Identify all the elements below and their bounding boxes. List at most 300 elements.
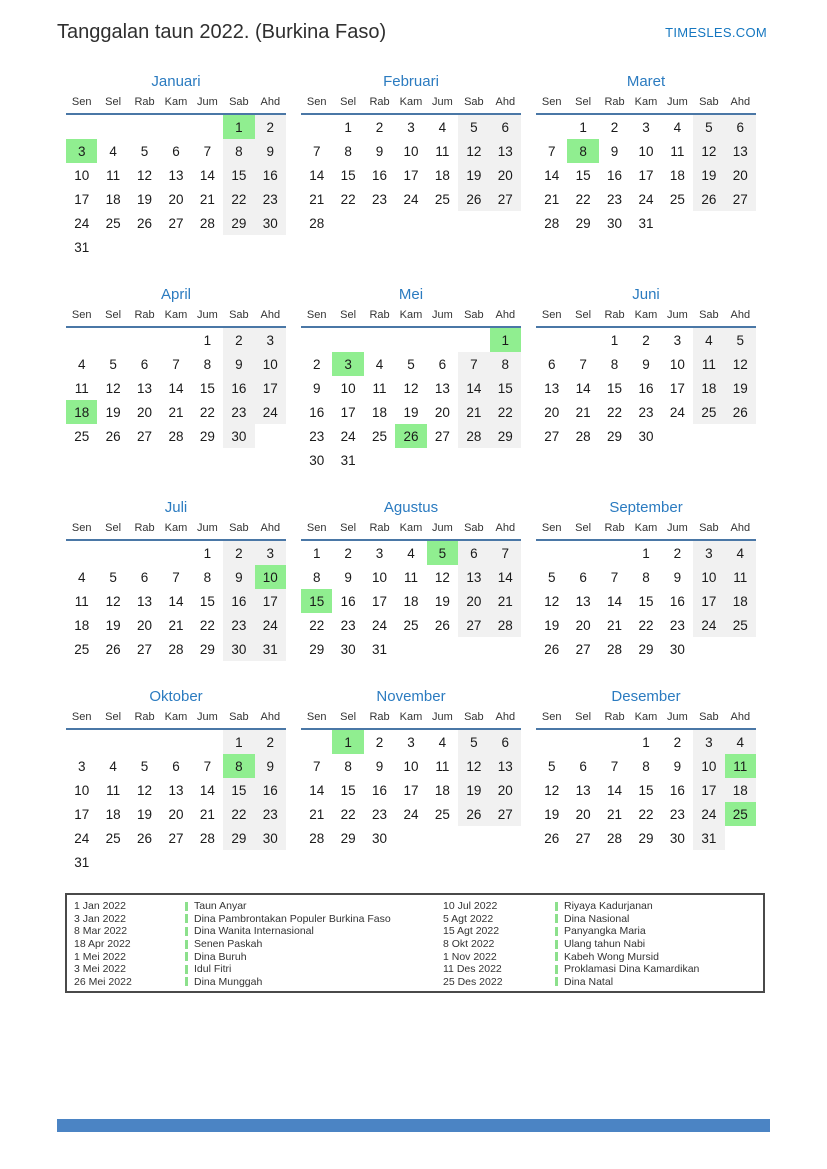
date-cell: 5 bbox=[109, 569, 117, 585]
date-cell: 18 bbox=[669, 167, 685, 183]
holiday-name-label: Kabeh Wong Mursid bbox=[564, 950, 659, 963]
date-cell: 18 bbox=[403, 593, 419, 609]
date-cell: 2 bbox=[255, 730, 286, 754]
empty-cell bbox=[567, 730, 598, 754]
date-cell: 27 bbox=[490, 187, 521, 211]
dow-header-row bbox=[301, 309, 521, 328]
dow-header-rab: Rab bbox=[604, 96, 625, 108]
holiday-date-cell: 5 bbox=[427, 541, 458, 565]
date-cell: 14 bbox=[607, 593, 623, 609]
date-cell: 4 bbox=[109, 758, 117, 774]
holiday-date-cell: 25 bbox=[725, 802, 756, 826]
date-cell: 30 bbox=[309, 452, 325, 468]
date-cell: 1 bbox=[610, 332, 619, 348]
date-cell: 10 bbox=[255, 352, 286, 376]
date-cell: 11 bbox=[435, 143, 450, 159]
date-cell: 23 bbox=[607, 191, 623, 207]
footer-bar bbox=[57, 1119, 770, 1132]
date-cell: 29 bbox=[199, 641, 215, 657]
holiday-name-label: Dina Nasional bbox=[564, 912, 630, 925]
empty-cell bbox=[599, 541, 630, 565]
dow-header-kam: Kam bbox=[399, 309, 423, 321]
date-cell: 16 bbox=[255, 163, 286, 187]
month-title: Februari bbox=[383, 73, 439, 90]
date-cell: 21 bbox=[309, 191, 325, 207]
date-cell: 22 bbox=[340, 191, 356, 207]
empty-cell bbox=[192, 115, 223, 139]
date-cell: 5 bbox=[140, 143, 149, 159]
empty-cell bbox=[97, 730, 128, 754]
dow-header-rab: Rab bbox=[369, 711, 390, 723]
empty-cell bbox=[129, 541, 160, 565]
holiday-date-cell: 1 bbox=[223, 115, 254, 139]
date-cell: 5 bbox=[693, 115, 724, 139]
date-cell: 27 bbox=[434, 428, 450, 444]
date-cell: 9 bbox=[255, 754, 286, 778]
holiday-date: 25 Des 2022 bbox=[443, 975, 503, 988]
dow-header-sen: Sen bbox=[541, 522, 562, 534]
date-cell: 18 bbox=[693, 376, 724, 400]
date-cell: 11 bbox=[403, 569, 418, 585]
date-cell: 7 bbox=[203, 143, 212, 159]
month-november bbox=[301, 687, 521, 850]
date-cell: 11 bbox=[106, 782, 121, 798]
date-cell: 25 bbox=[434, 806, 450, 822]
date-cell: 12 bbox=[544, 593, 560, 609]
date-cell: 28 bbox=[575, 428, 591, 444]
date-cell: 29 bbox=[575, 215, 591, 231]
weeks-grid bbox=[301, 115, 521, 235]
date-cell: 8 bbox=[344, 758, 352, 774]
date-cell: 27 bbox=[490, 802, 521, 826]
empty-cell bbox=[364, 328, 395, 352]
date-cell: 2 bbox=[642, 332, 650, 348]
date-cell: 2 bbox=[673, 545, 682, 561]
date-cell: 2 bbox=[344, 545, 352, 561]
empty-cell bbox=[66, 541, 97, 565]
dow-header-sen: Sen bbox=[306, 522, 327, 534]
date-cell: 9 bbox=[673, 569, 682, 585]
month-title: Januari bbox=[151, 73, 201, 90]
holiday-name bbox=[185, 963, 443, 975]
dow-header-ahd: Ahd bbox=[495, 711, 516, 723]
date-cell: 24 bbox=[693, 802, 724, 826]
date-cell: 23 bbox=[309, 428, 325, 444]
dow-header-sel: Sel bbox=[340, 96, 357, 108]
date-cell: 25 bbox=[693, 400, 724, 424]
date-cell: 7 bbox=[172, 356, 180, 372]
dow-header-sab: Sab bbox=[699, 309, 719, 321]
date-cell: 22 bbox=[199, 404, 215, 420]
date-cell: 3 bbox=[255, 541, 286, 565]
date-cell: 20 bbox=[458, 589, 489, 613]
dow-header-sen: Sen bbox=[541, 309, 562, 321]
weeks-grid bbox=[301, 730, 521, 850]
dow-header-kam: Kam bbox=[399, 522, 423, 534]
holiday-name bbox=[185, 951, 443, 963]
date-cell: 17 bbox=[340, 404, 356, 420]
month-februari bbox=[301, 72, 521, 235]
holiday-date: 1 Mei 2022 bbox=[74, 950, 126, 963]
dow-header-rab: Rab bbox=[369, 522, 390, 534]
date-cell: 27 bbox=[575, 641, 591, 657]
date-cell: 24 bbox=[255, 400, 286, 424]
date-cell: 16 bbox=[669, 782, 685, 798]
date-cell: 28 bbox=[199, 215, 215, 231]
date-cell: 23 bbox=[255, 187, 286, 211]
date-cell: 14 bbox=[490, 565, 521, 589]
date-cell: 21 bbox=[199, 191, 215, 207]
dow-header-ahd: Ahd bbox=[260, 711, 281, 723]
dow-header-sen: Sen bbox=[541, 711, 562, 723]
holiday-date: 1 Nov 2022 bbox=[443, 950, 497, 963]
date-cell: 3 bbox=[693, 730, 724, 754]
date-cell: 16 bbox=[372, 782, 388, 798]
holiday-date: 3 Mei 2022 bbox=[74, 963, 126, 976]
date-cell: 2 bbox=[673, 734, 682, 750]
holiday-marker bbox=[185, 940, 188, 949]
date-cell: 16 bbox=[223, 376, 254, 400]
date-cell: 5 bbox=[547, 569, 556, 585]
dow-header-ahd: Ahd bbox=[730, 711, 751, 723]
holiday-date-cell: 8 bbox=[567, 139, 598, 163]
date-cell: 20 bbox=[575, 806, 591, 822]
date-cell: 29 bbox=[340, 830, 356, 846]
date-cell: 16 bbox=[607, 167, 623, 183]
holiday-date: 1 Jan 2022 bbox=[74, 900, 126, 913]
date-cell: 30 bbox=[255, 826, 286, 850]
date-cell: 15 bbox=[340, 782, 356, 798]
date-cell: 13 bbox=[137, 380, 153, 396]
date-cell: 23 bbox=[340, 617, 356, 633]
date-cell: 20 bbox=[168, 806, 184, 822]
dow-header-kam: Kam bbox=[634, 522, 658, 534]
date-cell: 19 bbox=[544, 617, 560, 633]
date-cell: 7 bbox=[203, 758, 212, 774]
dow-header-ahd: Ahd bbox=[495, 309, 516, 321]
dow-header-jum: Jum bbox=[432, 522, 453, 534]
date-cell: 10 bbox=[74, 782, 90, 798]
date-cell: 12 bbox=[544, 782, 560, 798]
empty-cell bbox=[66, 730, 97, 754]
empty-cell bbox=[66, 115, 97, 139]
weeks-grid bbox=[66, 730, 286, 874]
dow-header-jum: Jum bbox=[667, 96, 688, 108]
dow-header-sel: Sel bbox=[575, 96, 592, 108]
dow-header-sel: Sel bbox=[575, 522, 592, 534]
date-cell: 22 bbox=[638, 806, 654, 822]
months-grid bbox=[66, 72, 756, 874]
month-juli bbox=[66, 498, 286, 661]
date-cell: 14 bbox=[168, 593, 184, 609]
empty-cell bbox=[332, 328, 363, 352]
date-cell: 30 bbox=[607, 215, 623, 231]
dow-header-kam: Kam bbox=[164, 522, 188, 534]
holiday-date: 8 Okt 2022 bbox=[443, 938, 495, 951]
dow-header-jum: Jum bbox=[197, 309, 218, 321]
dow-header-kam: Kam bbox=[634, 96, 658, 108]
holiday-date-cell: 26 bbox=[395, 424, 426, 448]
empty-cell bbox=[427, 328, 458, 352]
date-cell: 5 bbox=[140, 758, 149, 774]
dow-header-row bbox=[301, 96, 521, 115]
dow-header-sel: Sel bbox=[105, 309, 122, 321]
empty-cell bbox=[129, 730, 160, 754]
holiday-date: 11 Des 2022 bbox=[443, 963, 502, 976]
date-cell: 27 bbox=[168, 830, 184, 846]
dow-header-ahd: Ahd bbox=[495, 96, 516, 108]
date-cell: 6 bbox=[172, 758, 180, 774]
date-cell: 13 bbox=[434, 380, 450, 396]
weeks-grid bbox=[66, 328, 286, 448]
date-cell: 18 bbox=[74, 617, 90, 633]
date-cell: 20 bbox=[575, 617, 591, 633]
date-cell: 17 bbox=[74, 806, 90, 822]
month-desember bbox=[536, 687, 756, 850]
date-cell: 10 bbox=[74, 167, 90, 183]
date-cell: 27 bbox=[137, 428, 153, 444]
holiday-name bbox=[555, 913, 763, 925]
date-cell: 9 bbox=[375, 143, 384, 159]
month-title: Oktober bbox=[149, 688, 203, 705]
dow-header-kam: Kam bbox=[399, 96, 423, 108]
dow-header-rab: Rab bbox=[369, 96, 390, 108]
date-cell: 6 bbox=[438, 356, 447, 372]
date-cell: 13 bbox=[490, 754, 521, 778]
date-cell: 31 bbox=[693, 826, 724, 850]
month-juni bbox=[536, 285, 756, 448]
dow-header-row bbox=[536, 711, 756, 730]
date-cell: 13 bbox=[137, 593, 153, 609]
date-cell: 16 bbox=[255, 778, 286, 802]
date-cell: 5 bbox=[109, 356, 117, 372]
holiday-name-label: Senen Paskah bbox=[194, 938, 263, 951]
empty-cell bbox=[301, 328, 332, 352]
date-cell: 20 bbox=[725, 163, 756, 187]
date-cell: 28 bbox=[458, 424, 489, 448]
weeks-grid bbox=[536, 328, 756, 448]
date-cell: 19 bbox=[137, 806, 153, 822]
date-cell: 21 bbox=[575, 404, 591, 420]
date-cell: 27 bbox=[168, 215, 184, 231]
holiday-marker bbox=[555, 965, 558, 974]
date-cell: 21 bbox=[309, 806, 325, 822]
date-cell: 12 bbox=[693, 139, 724, 163]
date-cell: 13 bbox=[544, 380, 560, 396]
dow-header-jum: Jum bbox=[667, 711, 688, 723]
date-cell: 21 bbox=[607, 806, 623, 822]
date-cell: 11 bbox=[74, 593, 89, 609]
date-cell: 25 bbox=[105, 830, 121, 846]
date-cell: 8 bbox=[203, 356, 212, 372]
empty-cell bbox=[536, 115, 567, 139]
date-cell: 10 bbox=[638, 143, 654, 159]
date-cell: 20 bbox=[544, 404, 560, 420]
month-title: Agustus bbox=[383, 499, 439, 516]
date-cell: 16 bbox=[223, 589, 254, 613]
date-cell: 3 bbox=[255, 328, 286, 352]
weeks-grid bbox=[66, 115, 286, 259]
date-cell: 14 bbox=[309, 782, 325, 798]
holiday-name bbox=[555, 976, 763, 988]
holiday-marker bbox=[555, 940, 558, 949]
date-cell: 7 bbox=[172, 569, 180, 585]
date-cell: 6 bbox=[725, 115, 756, 139]
date-cell: 28 bbox=[199, 830, 215, 846]
date-cell: 7 bbox=[610, 569, 619, 585]
month-agustus bbox=[301, 498, 521, 661]
date-cell: 23 bbox=[223, 613, 254, 637]
month-title: April bbox=[160, 286, 191, 303]
date-cell: 9 bbox=[344, 569, 352, 585]
date-cell: 25 bbox=[725, 613, 756, 637]
dow-header-sel: Sel bbox=[105, 711, 122, 723]
dow-header-sab: Sab bbox=[229, 522, 249, 534]
date-cell: 29 bbox=[638, 830, 654, 846]
date-cell: 12 bbox=[105, 593, 121, 609]
date-cell: 26 bbox=[434, 617, 450, 633]
date-cell: 9 bbox=[673, 758, 682, 774]
date-cell: 30 bbox=[372, 830, 388, 846]
date-cell: 19 bbox=[105, 404, 121, 420]
date-cell: 24 bbox=[403, 806, 419, 822]
date-cell: 28 bbox=[309, 830, 325, 846]
empty-cell bbox=[395, 328, 426, 352]
date-cell: 25 bbox=[372, 428, 388, 444]
date-cell: 12 bbox=[725, 352, 756, 376]
dow-header-row bbox=[301, 522, 521, 541]
date-cell: 16 bbox=[638, 380, 654, 396]
date-cell: 2 bbox=[375, 119, 384, 135]
dow-header-row bbox=[66, 96, 286, 115]
empty-cell bbox=[129, 328, 160, 352]
empty-cell bbox=[536, 328, 567, 352]
date-cell: 24 bbox=[403, 191, 419, 207]
weeks-grid bbox=[66, 541, 286, 661]
date-cell: 12 bbox=[105, 380, 121, 396]
date-cell: 1 bbox=[642, 734, 650, 750]
dow-header-jum: Jum bbox=[432, 96, 453, 108]
date-cell: 5 bbox=[458, 730, 489, 754]
date-cell: 21 bbox=[168, 617, 184, 633]
brand-link[interactable]: TIMESLES.COM bbox=[665, 25, 767, 40]
date-cell: 7 bbox=[312, 758, 321, 774]
dow-header-sel: Sel bbox=[575, 711, 592, 723]
date-cell: 21 bbox=[607, 617, 623, 633]
date-cell: 7 bbox=[458, 352, 489, 376]
date-cell: 4 bbox=[438, 734, 447, 750]
date-cell: 31 bbox=[372, 641, 388, 657]
dow-header-sen: Sen bbox=[306, 96, 327, 108]
date-cell: 15 bbox=[575, 167, 591, 183]
holiday-marker bbox=[555, 977, 558, 986]
holiday-name-label: Dina Pambrontakan Populer Burkina Faso bbox=[194, 912, 391, 925]
weeks-grid bbox=[536, 541, 756, 661]
date-cell: 8 bbox=[203, 569, 212, 585]
date-cell: 20 bbox=[168, 191, 184, 207]
dow-header-rab: Rab bbox=[369, 309, 390, 321]
date-cell: 27 bbox=[137, 641, 153, 657]
dow-header-ahd: Ahd bbox=[260, 522, 281, 534]
dow-header-sel: Sel bbox=[340, 522, 357, 534]
date-cell: 3 bbox=[407, 119, 415, 135]
date-cell: 30 bbox=[223, 424, 254, 448]
dow-header-sen: Sen bbox=[71, 522, 92, 534]
date-cell: 5 bbox=[407, 356, 415, 372]
date-cell: 25 bbox=[74, 428, 90, 444]
date-cell: 1 bbox=[344, 119, 352, 135]
date-cell: 26 bbox=[137, 830, 153, 846]
date-cell: 9 bbox=[610, 143, 619, 159]
empty-cell bbox=[160, 115, 191, 139]
date-cell: 23 bbox=[638, 404, 654, 420]
date-cell: 8 bbox=[610, 356, 619, 372]
date-cell: 15 bbox=[199, 593, 215, 609]
holiday-name-label: Taun Anyar bbox=[194, 900, 247, 913]
date-cell: 12 bbox=[434, 569, 450, 585]
date-cell: 10 bbox=[403, 143, 419, 159]
date-cell: 19 bbox=[544, 806, 560, 822]
holiday-date-cell: 18 bbox=[66, 400, 97, 424]
empty-cell bbox=[97, 115, 128, 139]
dow-header-sab: Sab bbox=[464, 711, 484, 723]
date-cell: 1 bbox=[223, 730, 254, 754]
date-cell: 30 bbox=[669, 830, 685, 846]
date-cell: 14 bbox=[168, 380, 184, 396]
date-cell: 31 bbox=[255, 637, 286, 661]
date-cell: 18 bbox=[725, 589, 756, 613]
holiday-date-cell: 1 bbox=[490, 328, 521, 352]
holiday-marker bbox=[185, 914, 188, 923]
date-cell: 29 bbox=[199, 428, 215, 444]
holiday-marker bbox=[185, 977, 188, 986]
date-cell: 15 bbox=[223, 163, 254, 187]
date-cell: 19 bbox=[105, 617, 121, 633]
holiday-date-cell: 10 bbox=[255, 565, 286, 589]
date-cell: 23 bbox=[223, 400, 254, 424]
date-cell: 11 bbox=[106, 167, 121, 183]
dow-header-ahd: Ahd bbox=[495, 522, 516, 534]
weeks-grid bbox=[301, 328, 521, 472]
date-cell: 10 bbox=[669, 356, 685, 372]
holiday-name-label: Dina Buruh bbox=[194, 950, 247, 963]
date-cell: 30 bbox=[340, 641, 356, 657]
date-cell: 1 bbox=[312, 545, 321, 561]
date-cell: 8 bbox=[223, 139, 254, 163]
dow-header-row bbox=[301, 711, 521, 730]
date-cell: 16 bbox=[372, 167, 388, 183]
date-cell: 27 bbox=[544, 428, 560, 444]
month-september bbox=[536, 498, 756, 661]
date-cell: 8 bbox=[490, 352, 521, 376]
date-cell: 23 bbox=[372, 191, 388, 207]
holiday-date: 26 Mei 2022 bbox=[74, 975, 132, 988]
month-januari bbox=[66, 72, 286, 259]
date-cell: 6 bbox=[140, 569, 149, 585]
date-cell: 11 bbox=[435, 758, 450, 774]
date-cell: 20 bbox=[490, 778, 521, 802]
dow-header-rab: Rab bbox=[134, 309, 155, 321]
date-cell: 26 bbox=[544, 830, 560, 846]
date-cell: 10 bbox=[372, 569, 388, 585]
month-title: Maret bbox=[626, 73, 666, 90]
empty-cell bbox=[536, 730, 567, 754]
date-cell: 16 bbox=[309, 404, 325, 420]
date-cell: 30 bbox=[638, 428, 654, 444]
month-title: Juni bbox=[632, 286, 660, 303]
date-cell: 2 bbox=[223, 328, 254, 352]
date-cell: 15 bbox=[340, 167, 356, 183]
